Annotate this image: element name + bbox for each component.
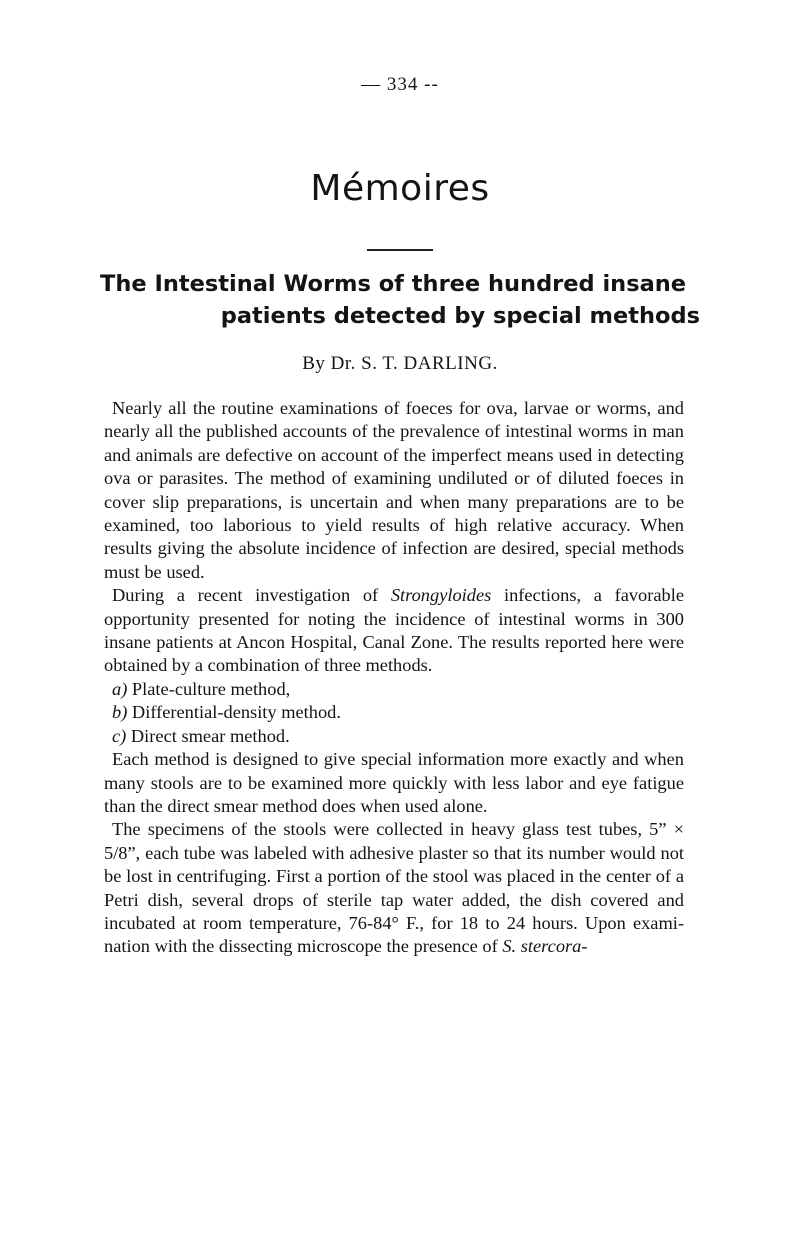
method-letter-c: c) (112, 725, 127, 746)
method-item-b (104, 701, 684, 724)
paragraph-4-text: The specimens of the stools were collected in heavy glass test tubes, 5” × 5/8”, each tube was labeled with adhesive plaster so that its number would not be lost in centrifuging. First a portion of the stool was placed in the center of a Petri dish, several drops of sterile tap water added, the dish covered and incubated at room temperature, 76-84° F., for 18 to 24 hours. Upon examination with the dissecting microscope the presence of (104, 819, 684, 957)
paragraph-1: Nearly all the routine examinations of foeces for ova, larvae or worms, and nearly all the published accounts of the prevalence of intestinal worms in man and animals are defective on account of the imperfect means used in detecting ova or parasites. The method of examining undiluted or of diluted foeces in cover slip preparations, is uncertain and when many preparations are to be examined, too laborious to yield results of high relative accuracy. When results giving the absolute incidence of infection are desired, special methods must be used. (104, 398, 684, 582)
method-item-c (104, 725, 684, 748)
method-text-c: Direct smear method. (126, 725, 290, 746)
section-title: Mémoires (310, 168, 490, 209)
method-text-b: Differential-density method. (127, 702, 341, 723)
method-letter-a: a) (112, 678, 128, 699)
title-divider (367, 249, 433, 251)
paragraph-2 (104, 584, 684, 678)
method-letter-b: b) (112, 702, 128, 723)
article-body (104, 397, 684, 959)
method-text-a: Plate-culture method, (127, 678, 291, 699)
paragraph-4-species: S. stercora- (502, 936, 588, 957)
paragraph-2-genus: Strongyloides (390, 585, 492, 606)
paragraph-3: Each method is designed to give special information more exactly and when many stools are to be examined more quickly with less labor and eye fatigue than the direct smear method does when used alone. (104, 749, 684, 816)
article-title-line-2: patients detected by special methods (220, 303, 700, 329)
article-title-line-1: The Intestinal Worms of three hundred insane (100, 271, 687, 297)
article-title (100, 268, 700, 332)
paragraph-2-text-a: During a recent investigation of (112, 585, 391, 606)
page-number: — 334 -- (361, 74, 439, 95)
method-item-a (104, 678, 684, 701)
paragraph-2-text-b: infections, a favorable opportunity presented for noting the incidence of intestinal worms in 300 insane patients at Ancon Hospital, Canal Zone. The results reported here were obtained by a combination of three methods. (104, 585, 684, 676)
byline: By Dr. S. T. DARLING. (302, 353, 498, 374)
paragraph-4 (104, 818, 684, 958)
